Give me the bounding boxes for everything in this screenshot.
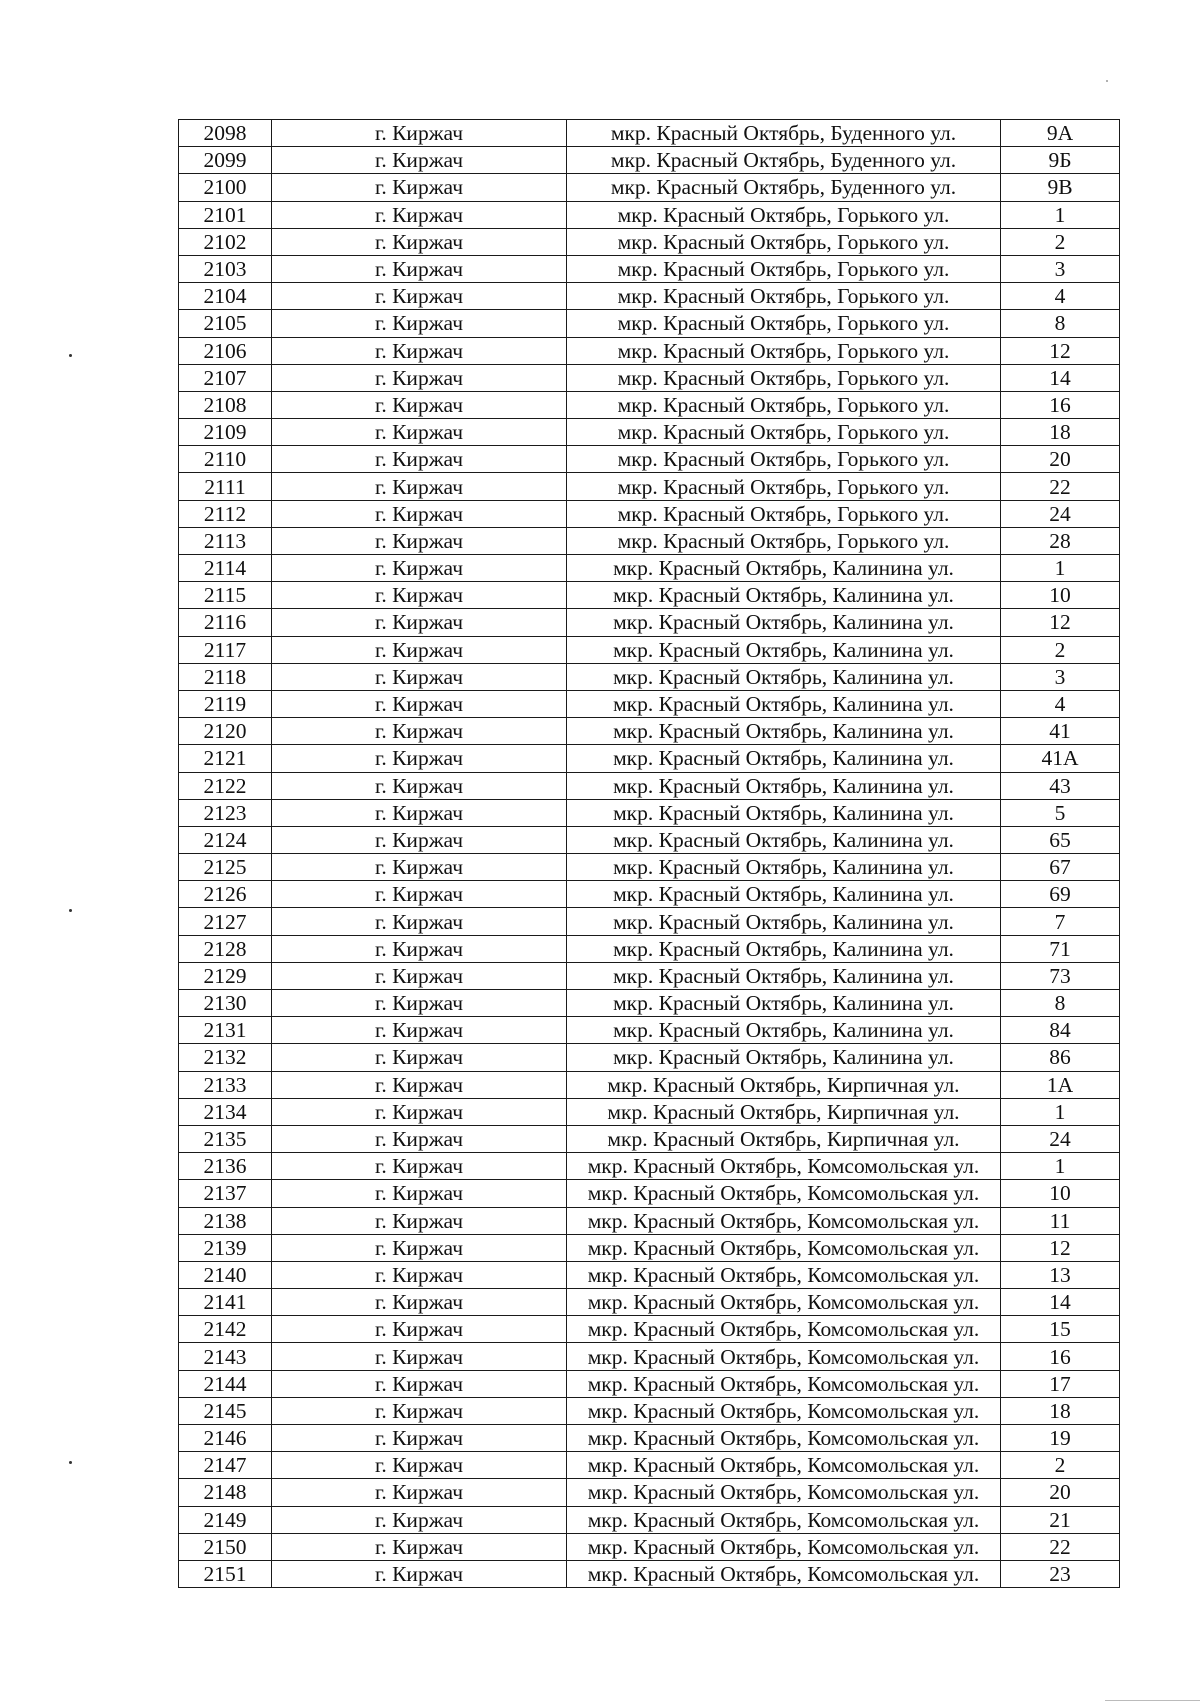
table-row: [179, 990, 1120, 1017]
table-row: [179, 1180, 1120, 1207]
row-number-cell: 2124: [179, 826, 272, 853]
house-number-cell: 9А: [1001, 120, 1120, 147]
street-cell: мкр. Красный Октябрь, Горького ул.: [567, 310, 1001, 337]
house-number-cell: 28: [1001, 527, 1120, 554]
table-row: [179, 391, 1120, 418]
street-cell: мкр. Красный Октябрь, Комсомольская ул.: [567, 1316, 1001, 1343]
scan-speck: [69, 909, 72, 912]
scan-speck: [69, 1461, 72, 1464]
city-cell: г. Киржач: [272, 1397, 567, 1424]
row-number-cell: 2126: [179, 881, 272, 908]
street-cell: мкр. Красный Октябрь, Калинина ул.: [567, 962, 1001, 989]
city-cell: г. Киржач: [272, 1479, 567, 1506]
street-cell: мкр. Красный Октябрь, Горького ул.: [567, 255, 1001, 282]
table-row: [179, 419, 1120, 446]
street-cell: мкр. Красный Октябрь, Комсомольская ул.: [567, 1479, 1001, 1506]
table-row: [179, 1125, 1120, 1152]
row-number-cell: 2122: [179, 772, 272, 799]
street-cell: мкр. Красный Октябрь, Калинина ул.: [567, 609, 1001, 636]
house-number-cell: 16: [1001, 391, 1120, 418]
table-row: [179, 881, 1120, 908]
table-row: [179, 908, 1120, 935]
scan-speck: [1106, 80, 1108, 82]
row-number-cell: 2150: [179, 1533, 272, 1560]
house-number-cell: 22: [1001, 1533, 1120, 1560]
house-number-cell: 21: [1001, 1506, 1120, 1533]
street-cell: мкр. Красный Октябрь, Комсомольская ул.: [567, 1153, 1001, 1180]
street-cell: мкр. Красный Октябрь, Комсомольская ул.: [567, 1343, 1001, 1370]
row-number-cell: 2115: [179, 582, 272, 609]
street-cell: мкр. Красный Октябрь, Комсомольская ул.: [567, 1234, 1001, 1261]
table-row: [179, 337, 1120, 364]
street-cell: мкр. Красный Октябрь, Комсомольская ул.: [567, 1261, 1001, 1288]
table-row: [179, 1017, 1120, 1044]
house-number-cell: 65: [1001, 826, 1120, 853]
table-row: [179, 745, 1120, 772]
city-cell: г. Киржач: [272, 718, 567, 745]
table-row: [179, 1153, 1120, 1180]
city-cell: г. Киржач: [272, 826, 567, 853]
city-cell: г. Киржач: [272, 473, 567, 500]
table-row: [179, 718, 1120, 745]
table-row: [179, 1560, 1120, 1587]
row-number-cell: 2100: [179, 174, 272, 201]
row-number-cell: 2109: [179, 419, 272, 446]
city-cell: г. Киржач: [272, 1234, 567, 1261]
house-number-cell: 11: [1001, 1207, 1120, 1234]
row-number-cell: 2148: [179, 1479, 272, 1506]
street-cell: мкр. Красный Октябрь, Калинина ул.: [567, 908, 1001, 935]
street-cell: мкр. Красный Октябрь, Калинина ул.: [567, 745, 1001, 772]
house-number-cell: 3: [1001, 663, 1120, 690]
street-cell: мкр. Красный Октябрь, Калинина ул.: [567, 935, 1001, 962]
row-number-cell: 2132: [179, 1044, 272, 1071]
city-cell: г. Киржач: [272, 1180, 567, 1207]
table-row: [179, 120, 1120, 147]
table-row: [179, 147, 1120, 174]
house-number-cell: 23: [1001, 1560, 1120, 1587]
table-row: [179, 310, 1120, 337]
house-number-cell: 9Б: [1001, 147, 1120, 174]
table-row: [179, 555, 1120, 582]
house-number-cell: 4: [1001, 690, 1120, 717]
city-cell: г. Киржач: [272, 527, 567, 554]
street-cell: мкр. Красный Октябрь, Калинина ул.: [567, 1044, 1001, 1071]
table-row: [179, 473, 1120, 500]
row-number-cell: 2140: [179, 1261, 272, 1288]
street-cell: мкр. Красный Октябрь, Комсомольская ул.: [567, 1425, 1001, 1452]
house-number-cell: 24: [1001, 500, 1120, 527]
street-cell: мкр. Красный Октябрь, Комсомольская ул.: [567, 1207, 1001, 1234]
house-number-cell: 3: [1001, 255, 1120, 282]
table-row: [179, 772, 1120, 799]
house-number-cell: 1: [1001, 555, 1120, 582]
city-cell: г. Киржач: [272, 962, 567, 989]
city-cell: г. Киржач: [272, 1207, 567, 1234]
house-number-cell: 10: [1001, 1180, 1120, 1207]
house-number-cell: 24: [1001, 1125, 1120, 1152]
street-cell: мкр. Красный Октябрь, Комсомольская ул.: [567, 1533, 1001, 1560]
city-cell: г. Киржач: [272, 1533, 567, 1560]
row-number-cell: 2107: [179, 364, 272, 391]
row-number-cell: 2123: [179, 799, 272, 826]
street-cell: мкр. Красный Октябрь, Калинина ул.: [567, 772, 1001, 799]
table-row: [179, 364, 1120, 391]
street-cell: мкр. Красный Октябрь, Буденного ул.: [567, 147, 1001, 174]
table-row: [179, 826, 1120, 853]
row-number-cell: 2131: [179, 1017, 272, 1044]
city-cell: г. Киржач: [272, 881, 567, 908]
row-number-cell: 2117: [179, 636, 272, 663]
city-cell: г. Киржач: [272, 446, 567, 473]
table-row: [179, 228, 1120, 255]
table-row: [179, 663, 1120, 690]
street-cell: мкр. Красный Октябрь, Горького ул.: [567, 419, 1001, 446]
street-cell: мкр. Красный Октябрь, Калинина ул.: [567, 690, 1001, 717]
city-cell: г. Киржач: [272, 772, 567, 799]
house-number-cell: 15: [1001, 1316, 1120, 1343]
row-number-cell: 2145: [179, 1397, 272, 1424]
city-cell: г. Киржач: [272, 1370, 567, 1397]
house-number-cell: 71: [1001, 935, 1120, 962]
row-number-cell: 2120: [179, 718, 272, 745]
table-row: [179, 1098, 1120, 1125]
table-row: [179, 255, 1120, 282]
street-cell: мкр. Красный Октябрь, Кирпичная ул.: [567, 1071, 1001, 1098]
table-row: [179, 1452, 1120, 1479]
city-cell: г. Киржач: [272, 174, 567, 201]
house-number-cell: 20: [1001, 446, 1120, 473]
table-row: [179, 527, 1120, 554]
house-number-cell: 18: [1001, 1397, 1120, 1424]
house-number-cell: 12: [1001, 609, 1120, 636]
row-number-cell: 2101: [179, 201, 272, 228]
city-cell: г. Киржач: [272, 228, 567, 255]
table-row: [179, 1289, 1120, 1316]
city-cell: г. Киржач: [272, 555, 567, 582]
city-cell: г. Киржач: [272, 1316, 567, 1343]
city-cell: г. Киржач: [272, 201, 567, 228]
table-row: [179, 201, 1120, 228]
row-number-cell: 2102: [179, 228, 272, 255]
city-cell: г. Киржач: [272, 935, 567, 962]
row-number-cell: 2134: [179, 1098, 272, 1125]
table-row: [179, 1370, 1120, 1397]
row-number-cell: 2119: [179, 690, 272, 717]
house-number-cell: 14: [1001, 364, 1120, 391]
city-cell: г. Киржач: [272, 1071, 567, 1098]
city-cell: г. Киржач: [272, 1098, 567, 1125]
street-cell: мкр. Красный Октябрь, Горького ул.: [567, 527, 1001, 554]
table-row: [179, 1044, 1120, 1071]
city-cell: г. Киржач: [272, 609, 567, 636]
city-cell: г. Киржач: [272, 337, 567, 364]
scan-edge-line: [1105, 1700, 1200, 1701]
house-number-cell: 43: [1001, 772, 1120, 799]
address-table: [178, 119, 1120, 1588]
table-row: [179, 962, 1120, 989]
row-number-cell: 2142: [179, 1316, 272, 1343]
row-number-cell: 2146: [179, 1425, 272, 1452]
street-cell: мкр. Красный Октябрь, Горького ул.: [567, 283, 1001, 310]
row-number-cell: 2110: [179, 446, 272, 473]
table-row: [179, 446, 1120, 473]
table-row: [179, 1479, 1120, 1506]
street-cell: мкр. Красный Октябрь, Калинина ул.: [567, 854, 1001, 881]
table-row: [179, 1316, 1120, 1343]
street-cell: мкр. Красный Октябрь, Комсомольская ул.: [567, 1289, 1001, 1316]
table-row: [179, 1506, 1120, 1533]
city-cell: г. Киржач: [272, 908, 567, 935]
city-cell: г. Киржач: [272, 745, 567, 772]
row-number-cell: 2112: [179, 500, 272, 527]
house-number-cell: 12: [1001, 1234, 1120, 1261]
row-number-cell: 2098: [179, 120, 272, 147]
house-number-cell: 1: [1001, 201, 1120, 228]
row-number-cell: 2141: [179, 1289, 272, 1316]
house-number-cell: 1: [1001, 1098, 1120, 1125]
house-number-cell: 86: [1001, 1044, 1120, 1071]
house-number-cell: 8: [1001, 990, 1120, 1017]
house-number-cell: 14: [1001, 1289, 1120, 1316]
row-number-cell: 2099: [179, 147, 272, 174]
house-number-cell: 2: [1001, 1452, 1120, 1479]
city-cell: г. Киржач: [272, 663, 567, 690]
street-cell: мкр. Красный Октябрь, Комсомольская ул.: [567, 1506, 1001, 1533]
row-number-cell: 2139: [179, 1234, 272, 1261]
row-number-cell: 2121: [179, 745, 272, 772]
row-number-cell: 2151: [179, 1560, 272, 1587]
house-number-cell: 7: [1001, 908, 1120, 935]
street-cell: мкр. Красный Октябрь, Кирпичная ул.: [567, 1125, 1001, 1152]
street-cell: мкр. Красный Октябрь, Комсомольская ул.: [567, 1370, 1001, 1397]
city-cell: г. Киржач: [272, 1560, 567, 1587]
table-row: [179, 283, 1120, 310]
street-cell: мкр. Красный Октябрь, Калинина ул.: [567, 881, 1001, 908]
address-table-body: [179, 120, 1120, 1588]
table-row: [179, 1533, 1120, 1560]
street-cell: мкр. Красный Октябрь, Горького ул.: [567, 500, 1001, 527]
house-number-cell: 2: [1001, 636, 1120, 663]
street-cell: мкр. Красный Октябрь, Горького ул.: [567, 391, 1001, 418]
row-number-cell: 2149: [179, 1506, 272, 1533]
row-number-cell: 2147: [179, 1452, 272, 1479]
table-row: [179, 609, 1120, 636]
row-number-cell: 2103: [179, 255, 272, 282]
city-cell: г. Киржач: [272, 1153, 567, 1180]
house-number-cell: 41А: [1001, 745, 1120, 772]
street-cell: мкр. Красный Октябрь, Горького ул.: [567, 228, 1001, 255]
street-cell: мкр. Красный Октябрь, Горького ул.: [567, 201, 1001, 228]
row-number-cell: 2143: [179, 1343, 272, 1370]
house-number-cell: 22: [1001, 473, 1120, 500]
street-cell: мкр. Красный Октябрь, Горького ул.: [567, 473, 1001, 500]
city-cell: г. Киржач: [272, 283, 567, 310]
row-number-cell: 2125: [179, 854, 272, 881]
street-cell: мкр. Красный Октябрь, Калинина ул.: [567, 663, 1001, 690]
house-number-cell: 69: [1001, 881, 1120, 908]
street-cell: мкр. Красный Октябрь, Горького ул.: [567, 446, 1001, 473]
scan-speck: [69, 354, 72, 357]
street-cell: мкр. Красный Октябрь, Горького ул.: [567, 337, 1001, 364]
street-cell: мкр. Красный Октябрь, Калинина ул.: [567, 718, 1001, 745]
row-number-cell: 2111: [179, 473, 272, 500]
row-number-cell: 2135: [179, 1125, 272, 1152]
city-cell: г. Киржач: [272, 1425, 567, 1452]
city-cell: г. Киржач: [272, 255, 567, 282]
row-number-cell: 2106: [179, 337, 272, 364]
house-number-cell: 8: [1001, 310, 1120, 337]
street-cell: мкр. Красный Октябрь, Калинина ул.: [567, 799, 1001, 826]
house-number-cell: 10: [1001, 582, 1120, 609]
street-cell: мкр. Красный Октябрь, Буденного ул.: [567, 174, 1001, 201]
row-number-cell: 2116: [179, 609, 272, 636]
row-number-cell: 2118: [179, 663, 272, 690]
street-cell: мкр. Красный Октябрь, Калинина ул.: [567, 1017, 1001, 1044]
row-number-cell: 2129: [179, 962, 272, 989]
house-number-cell: 12: [1001, 337, 1120, 364]
house-number-cell: 13: [1001, 1261, 1120, 1288]
city-cell: г. Киржач: [272, 147, 567, 174]
house-number-cell: 18: [1001, 419, 1120, 446]
house-number-cell: 4: [1001, 283, 1120, 310]
city-cell: г. Киржач: [272, 1261, 567, 1288]
house-number-cell: 16: [1001, 1343, 1120, 1370]
city-cell: г. Киржач: [272, 1506, 567, 1533]
table-row: [179, 1071, 1120, 1098]
street-cell: мкр. Красный Октябрь, Кирпичная ул.: [567, 1098, 1001, 1125]
row-number-cell: 2127: [179, 908, 272, 935]
street-cell: мкр. Красный Октябрь, Комсомольская ул.: [567, 1452, 1001, 1479]
house-number-cell: 20: [1001, 1479, 1120, 1506]
house-number-cell: 73: [1001, 962, 1120, 989]
city-cell: г. Киржач: [272, 636, 567, 663]
table-row: [179, 799, 1120, 826]
city-cell: г. Киржач: [272, 1289, 567, 1316]
house-number-cell: 67: [1001, 854, 1120, 881]
table-row: [179, 1397, 1120, 1424]
table-row: [179, 935, 1120, 962]
house-number-cell: 19: [1001, 1425, 1120, 1452]
table-row: [179, 582, 1120, 609]
row-number-cell: 2105: [179, 310, 272, 337]
table-row: [179, 1343, 1120, 1370]
city-cell: г. Киржач: [272, 582, 567, 609]
city-cell: г. Киржач: [272, 1343, 567, 1370]
table-row: [179, 1261, 1120, 1288]
street-cell: мкр. Красный Октябрь, Калинина ул.: [567, 636, 1001, 663]
city-cell: г. Киржач: [272, 854, 567, 881]
row-number-cell: 2128: [179, 935, 272, 962]
street-cell: мкр. Красный Октябрь, Горького ул.: [567, 364, 1001, 391]
house-number-cell: 2: [1001, 228, 1120, 255]
house-number-cell: 41: [1001, 718, 1120, 745]
table-row: [179, 1425, 1120, 1452]
house-number-cell: 84: [1001, 1017, 1120, 1044]
row-number-cell: 2113: [179, 527, 272, 554]
city-cell: г. Киржач: [272, 120, 567, 147]
row-number-cell: 2138: [179, 1207, 272, 1234]
city-cell: г. Киржач: [272, 1125, 567, 1152]
street-cell: мкр. Красный Октябрь, Калинина ул.: [567, 582, 1001, 609]
row-number-cell: 2144: [179, 1370, 272, 1397]
city-cell: г. Киржач: [272, 1044, 567, 1071]
street-cell: мкр. Красный Октябрь, Калинина ул.: [567, 555, 1001, 582]
city-cell: г. Киржач: [272, 419, 567, 446]
table-row: [179, 854, 1120, 881]
city-cell: г. Киржач: [272, 1452, 567, 1479]
city-cell: г. Киржач: [272, 1017, 567, 1044]
street-cell: мкр. Красный Октябрь, Комсомольская ул.: [567, 1397, 1001, 1424]
row-number-cell: 2130: [179, 990, 272, 1017]
row-number-cell: 2104: [179, 283, 272, 310]
city-cell: г. Киржач: [272, 310, 567, 337]
street-cell: мкр. Красный Октябрь, Комсомольская ул.: [567, 1180, 1001, 1207]
house-number-cell: 5: [1001, 799, 1120, 826]
row-number-cell: 2136: [179, 1153, 272, 1180]
row-number-cell: 2108: [179, 391, 272, 418]
table-row: [179, 636, 1120, 663]
table-row: [179, 1234, 1120, 1261]
city-cell: г. Киржач: [272, 364, 567, 391]
city-cell: г. Киржач: [272, 799, 567, 826]
row-number-cell: 2133: [179, 1071, 272, 1098]
house-number-cell: 17: [1001, 1370, 1120, 1397]
house-number-cell: 1: [1001, 1153, 1120, 1180]
city-cell: г. Киржач: [272, 500, 567, 527]
row-number-cell: 2137: [179, 1180, 272, 1207]
city-cell: г. Киржач: [272, 690, 567, 717]
table-row: [179, 174, 1120, 201]
house-number-cell: 9В: [1001, 174, 1120, 201]
table-row: [179, 690, 1120, 717]
table-row: [179, 1207, 1120, 1234]
table-row: [179, 500, 1120, 527]
street-cell: мкр. Красный Октябрь, Буденного ул.: [567, 120, 1001, 147]
street-cell: мкр. Красный Октябрь, Комсомольская ул.: [567, 1560, 1001, 1587]
street-cell: мкр. Красный Октябрь, Калинина ул.: [567, 990, 1001, 1017]
city-cell: г. Киржач: [272, 391, 567, 418]
city-cell: г. Киржач: [272, 990, 567, 1017]
house-number-cell: 1А: [1001, 1071, 1120, 1098]
street-cell: мкр. Красный Октябрь, Калинина ул.: [567, 826, 1001, 853]
row-number-cell: 2114: [179, 555, 272, 582]
